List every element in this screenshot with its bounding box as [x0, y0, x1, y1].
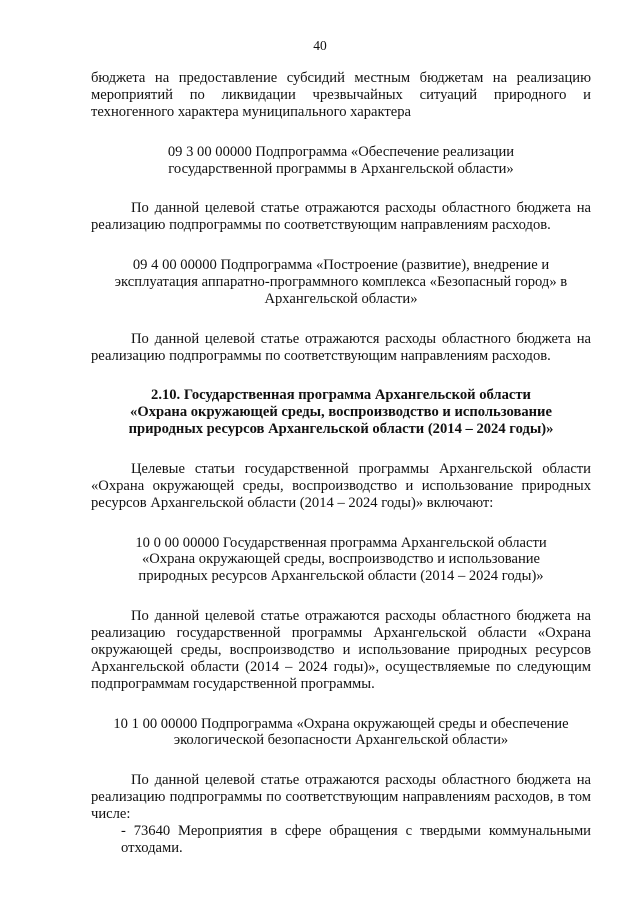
paragraph-101-description: По данной целевой статье отражаются расходы областного бюджета на реализацию подпрограммы по соответствующим направлениям расходов, в том числе:	[91, 772, 591, 823]
page-number: 40	[313, 38, 327, 53]
page-content	[91, 70, 591, 857]
section-heading-2-10: 2.10. Государственная программа Архангельской области «Охрана окружающей среды, воспроизводство и использование природных ресурсов Архангельской области (2014 – 2024 годы)»	[128, 387, 554, 438]
subprogram-heading-101: 10 1 00 00000 Подпрограмма «Охрана окружающей среды и обеспечение экологической безопасности Архангельской области»	[113, 715, 569, 749]
paragraph-100-description: По данной целевой статье отражаются расходы областного бюджета на реализацию государственной программы Архангельской области «Охрана окружающей среды, воспроизводство и использование природных ресурсов Архангельской области (2014 – 2024 годы)», осуществляемые по следующим подпрограммам государственной программы.	[91, 608, 591, 692]
subprogram-heading-094: 09 4 00 00000 Подпрограмма «Построение (развитие), внедрение и эксплуатация аппаратно-программного комплекса «Безопасный город» в Архангельской области»	[114, 257, 568, 307]
program-heading-100: 10 0 00 00000 Государственная программа Архангельской области «Охрана окружающей среды, воспроизводство и использование природных ресурсов Архангельской области (2014 – 2024 годы)»	[135, 534, 547, 585]
subprogram-heading-093: 09 3 00 00000 Подпрограмма «Обеспечение реализации государственной программы в Архангельской области»	[167, 143, 515, 177]
paragraph-continuation: бюджета на предоставление субсидий местным бюджетам на реализацию мероприятий по ликвидации чрезвычайных ситуаций природного и техногенного характера муниципального характера	[91, 70, 591, 120]
paragraph-093-description: По данной целевой статье отражаются расходы областного бюджета на реализацию подпрограммы по соответствующим направлениям расходов.	[91, 200, 591, 234]
paragraph-094-description: По данной целевой статье отражаются расходы областного бюджета на реализацию подпрограммы по соответствующим направлениям расходов.	[91, 330, 591, 364]
paragraph-program-intro: Целевые статьи государственной программы Архангельской области «Охрана окружающей среды, воспроизводство и использование природных ресурсов Архангельской области (2014 – 2024 годы)» включают:	[91, 460, 591, 511]
list-item: - 73640 Мероприятия в сфере обращения с твердыми коммунальными отходами.	[121, 823, 591, 856]
